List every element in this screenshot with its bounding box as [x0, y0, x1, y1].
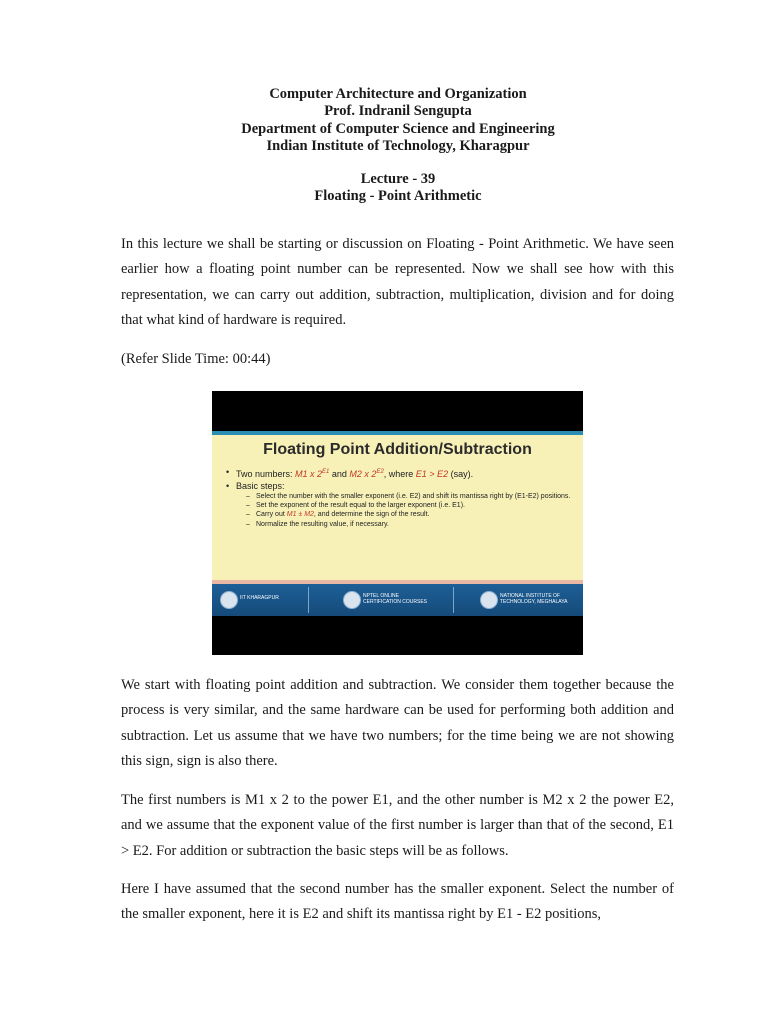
slide-bullet-list	[226, 467, 576, 529]
slide-step-normalize: – Normalize the resulting value, if necessary.	[226, 520, 576, 529]
department-name: Department of Computer Science and Engineering	[241, 120, 555, 137]
smaller-exponent-paragraph: Here I have assumed that the second number has the smaller exponent. Select the number of the smaller exponent, here it is E2 and shift its mantissa right by E1 - E2 positions,	[121, 881, 674, 923]
footer-right-label: NATIONAL INSTITUTE OF TECHNOLOGY, MEGHALAYA	[500, 593, 568, 605]
first-numbers-paragraph: The first numbers is M1 x 2 to the power E1, and the other number is M2 x 2 the power E2, and we assume that the exponent value of the first number is larger than that of the second, E1 > E2. For addition or subtraction the basic steps will be as follows.	[121, 792, 674, 859]
document-header	[0, 86, 768, 206]
footer-left-label: IIT KHARAGPUR	[240, 595, 279, 601]
slide-step-select: – Select the number with the smaller exponent (i.e. E2) and shift its mantissa right by (E1-E2) positions.	[226, 492, 576, 501]
lecture-number: Lecture - 39	[360, 171, 436, 188]
refer-slide-time: (Refer Slide Time: 00:44)	[121, 351, 271, 367]
course-title: Computer Architecture and Organization	[269, 86, 527, 102]
institute-name: Indian Institute of Technology, Kharagpur	[266, 137, 530, 154]
footer-mid-label: NPTEL ONLINE CERTIFICATION COURSES	[363, 593, 427, 605]
slide-bullet-two-numbers: • Two numbers: M1 x $2^{E1}$ and M2 x $2^{E2}$, where E1 > E2 (say).	[226, 467, 576, 481]
addition-subtraction-paragraph: We start with floating point addition and subtraction. We consider them together because the process is very similar, and the same hardware can be used for performing both addition and subtraction. Let us assume that we have two numbers; for the time being we are not showing this sign, sign is also there.	[121, 677, 674, 769]
nptel-logo-icon	[343, 591, 361, 609]
lecture-slide-image	[212, 391, 583, 655]
slide-title: Floating Point Addition/Subtraction	[263, 441, 532, 458]
lecture-topic: Floating - Point Arithmetic	[314, 188, 482, 205]
professor-name: Prof. Indranil Sengupta	[324, 103, 472, 120]
slide-footer	[212, 584, 583, 616]
intro-paragraph: In this lecture we shall be starting or discussion on Floating - Point Arithmetic. We have seen earlier how a floating point number can be represented. Now we shall see how with this representation, we can carry out addition, subtraction, multiplication, division and for doing that what kind of hardware is required.	[121, 236, 674, 328]
slide-step-carry-out: – Carry out M1 ± M2, and determine the sign of the result.	[226, 510, 576, 519]
iit-kharagpur-logo-icon	[220, 591, 238, 609]
slide-bullet-basic-steps: • Basic steps:	[226, 481, 576, 493]
nit-meghalaya-logo-icon	[480, 591, 498, 609]
slide-body	[212, 435, 583, 580]
slide-step-exponent: – Set the exponent of the result equal to the larger exponent (i.e. E1).	[226, 501, 576, 510]
